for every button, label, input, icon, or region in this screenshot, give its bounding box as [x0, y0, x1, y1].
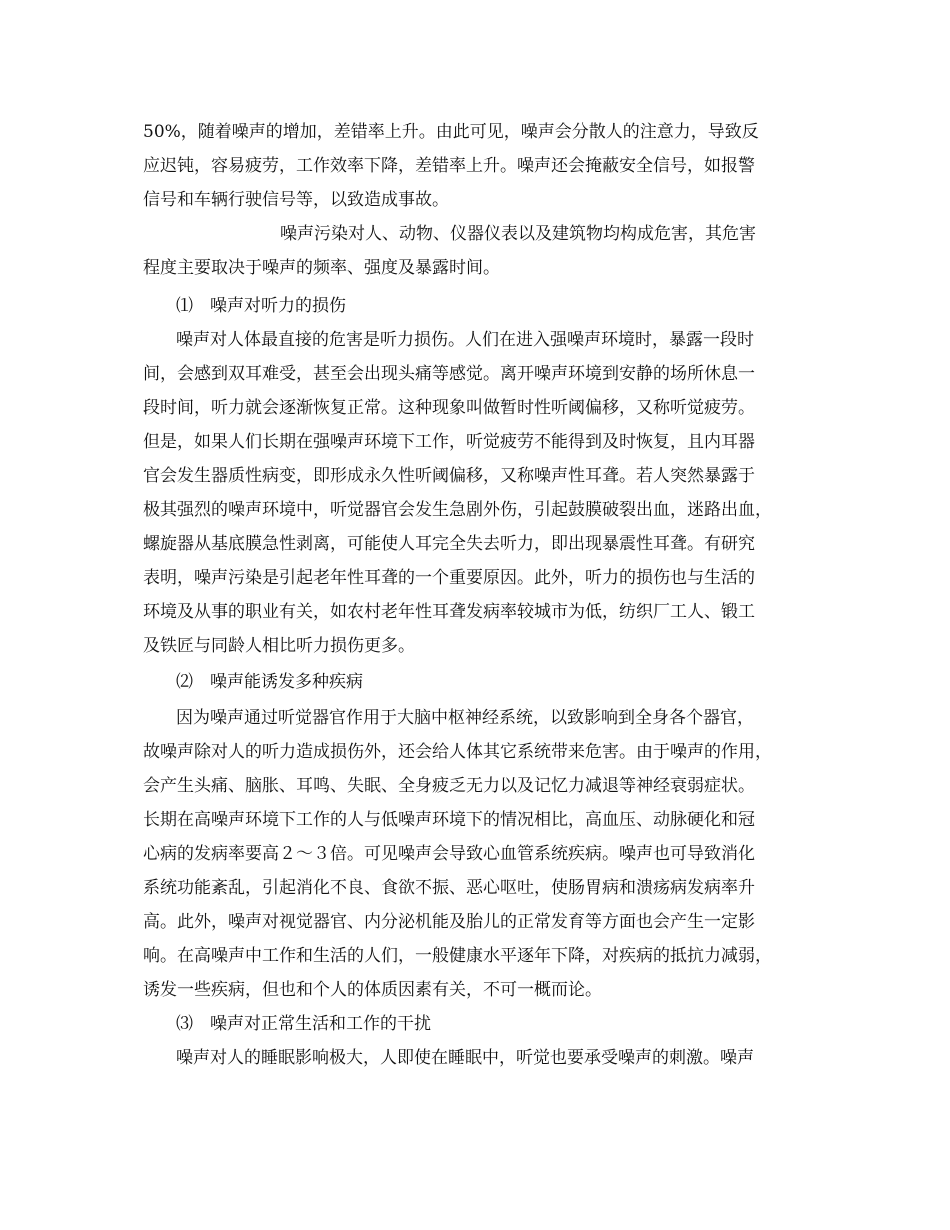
body-text-line: 但是，如果人们长期在强噪声环境下工作，听觉疲劳不能得到及时恢复，且内耳器: [143, 432, 755, 452]
body-text-line: 表明，噪声污染是引起老年性耳聋的一个重要原因。此外，听力的损伤也与生活的: [143, 568, 755, 588]
section-heading-2: ⑵ 噪声能诱发多种疾病: [176, 672, 363, 692]
body-text-line: 心病的发病率要高２～３倍。可见噪声会导致心血管系统疾病。噪声也可导致消化: [143, 844, 755, 864]
section-heading-1: ⑴ 噪声对听力的损伤: [176, 296, 346, 316]
body-text-line: 间，会感到双耳难受，甚至会出现头痛等感觉。离开噪声环境到安静的场所休息一: [143, 364, 755, 384]
body-text-line: 系统功能紊乱，引起消化不良、食欲不振、恶心呕吐，使肠胃病和溃疡病发病率升: [143, 878, 755, 898]
body-text-line: 噪声对人体最直接的危害是听力损伤。人们在进入强噪声环境时，暴露一段时: [176, 330, 754, 350]
body-text-line: 螺旋器从基底膜急性剥离，可能使人耳完全失去听力，即出现暴震性耳聋。有研究: [143, 534, 755, 554]
body-text-line: 极其强烈的噪声环境中，听觉器官会发生急剧外伤，引起鼓膜破裂出血，迷路出血，: [143, 500, 772, 520]
body-text-line: 噪声对人的睡眠影响极大，人即使在睡眠中，听觉也要承受噪声的刺激。噪声: [176, 1048, 754, 1068]
body-text-line: 长期在高噪声环境下工作的人与低噪声环境下的情况相比，高血压、动脉硬化和冠: [143, 810, 755, 830]
body-text-line: 会产生头痛、脑胀、耳鸣、失眠、全身疲乏无力以及记忆力减退等神经衰弱症状。: [143, 776, 755, 796]
body-text-line: 噪声污染对人、动物、仪器仪表以及建筑物均构成危害，其危害: [280, 224, 756, 244]
body-text-line: 故噪声除对人的听力造成损伤外，还会给人体其它系统带来危害。由于噪声的作用，: [143, 742, 772, 762]
body-text-line: 信号和车辆行驶信号等，以致造成事故。: [143, 190, 449, 210]
body-text-line: 高。此外，噪声对视觉器官、内分泌机能及胎儿的正常发育等方面也会产生一定影: [143, 912, 755, 932]
body-text-line: 响。在高噪声中工作和生活的人们，一般健康水平逐年下降，对疾病的抵抗力减弱，: [143, 946, 772, 966]
body-text-line: 及铁匠与同龄人相比听力损伤更多。: [143, 636, 415, 656]
body-text-line: 诱发一些疾病，但也和个人的体质因素有关，不可一概而论。: [143, 980, 602, 1000]
section-heading-3: ⑶ 噪声对正常生活和工作的干扰: [176, 1014, 431, 1034]
body-text-line: 应迟钝，容易疲劳，工作效率下降，差错率上升。噪声还会掩蔽安全信号，如报警: [143, 156, 755, 176]
body-text-line: 50%，随着噪声的增加，差错率上升。由此可见，噪声会分散人的注意力，导致反: [143, 122, 759, 142]
body-text-line: 因为噪声通过听觉器官作用于大脑中枢神经系统，以致影响到全身各个器官，: [176, 708, 754, 728]
body-text-line: 程度主要取决于噪声的频率、强度及暴露时间。: [143, 258, 500, 278]
body-text-line: 环境及从事的职业有关，如农村老年性耳聋发病率较城市为低，纺织厂工人、锻工: [143, 602, 755, 622]
body-text-line: 段时间，听力就会逐渐恢复正常。这种现象叫做暂时性听阈偏移，又称听觉疲劳。: [143, 398, 755, 418]
body-text-line: 官会发生器质性病变，即形成永久性听阈偏移，又称噪声性耳聋。若人突然暴露于: [143, 466, 755, 486]
